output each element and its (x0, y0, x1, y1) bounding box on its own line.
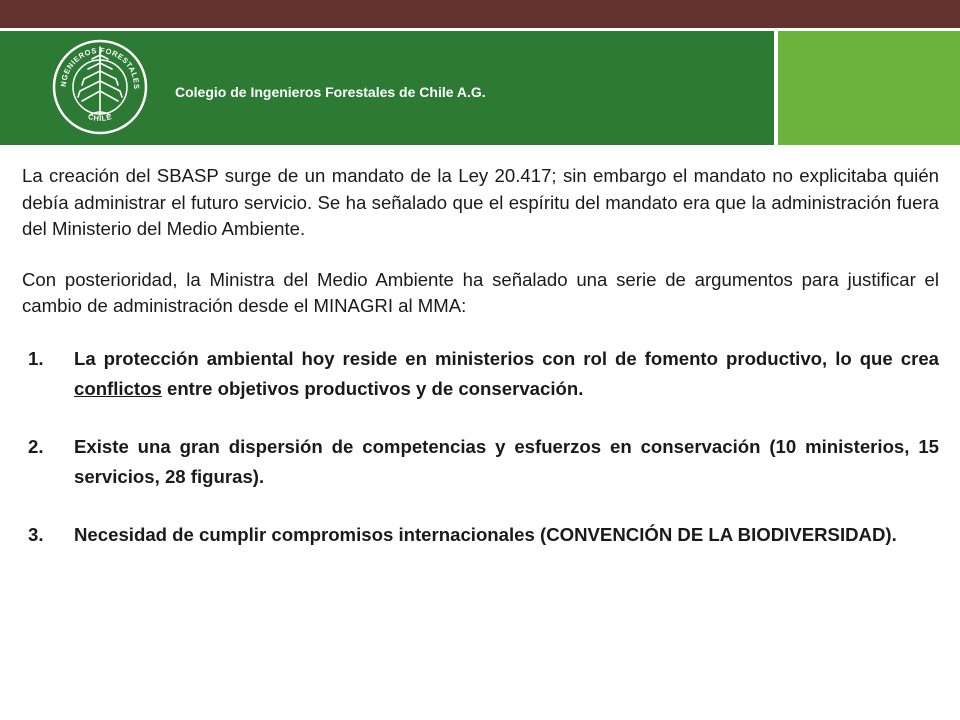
header-accent-block (778, 31, 960, 145)
slide-content (22, 163, 939, 550)
list-item (22, 344, 939, 404)
list-item-text-part: entre objetivos productivos y de conservación. (161, 377, 584, 399)
list-item-text-part: La protección ambiental hoy reside en ministerios con rol de fomento productivo, lo que crea (74, 347, 939, 369)
list-item-text: Necesidad de cumplir compromisos internacionales (CONVENCIÓN DE LA BIODIVERSIDAD). (74, 523, 897, 545)
list-item-number: 2. (28, 435, 44, 457)
underlined-term: conflictos (74, 377, 162, 399)
list-item (22, 520, 939, 550)
context-paragraph: Con posterioridad, la Ministra del Medio Ambiente ha señalado una serie de argumentos para justificar el cambio de administración desde el MINAGRI al MMA: (22, 268, 939, 316)
logo-top-text: NGENIEROS FORESTALES (58, 45, 142, 90)
arguments-list (22, 344, 939, 550)
list-item-text: Existe una gran dispersión de competencias y esfuerzos en conservación (10 ministerios, 15 servicios, 28 figuras). (74, 435, 939, 487)
organization-name: Colegio de Ingenieros Forestales de Chile A.G. (175, 84, 486, 100)
list-item-number: 3. (28, 523, 44, 545)
logo-bottom-text: CHILE (86, 111, 114, 124)
list-item (22, 432, 939, 492)
intro-paragraph: La creación del SBASP surge de un mandato de la Ley 20.417; sin embargo el mandato no explicitaba quién debía administrar el futuro servicio. Se ha señalado que el espíritu del mandato era que la administración fuera del Ministerio del Medio Ambiente. (22, 165, 939, 239)
top-bar (0, 0, 960, 28)
organization-logo (46, 33, 154, 141)
list-item-number: 1. (28, 347, 44, 369)
